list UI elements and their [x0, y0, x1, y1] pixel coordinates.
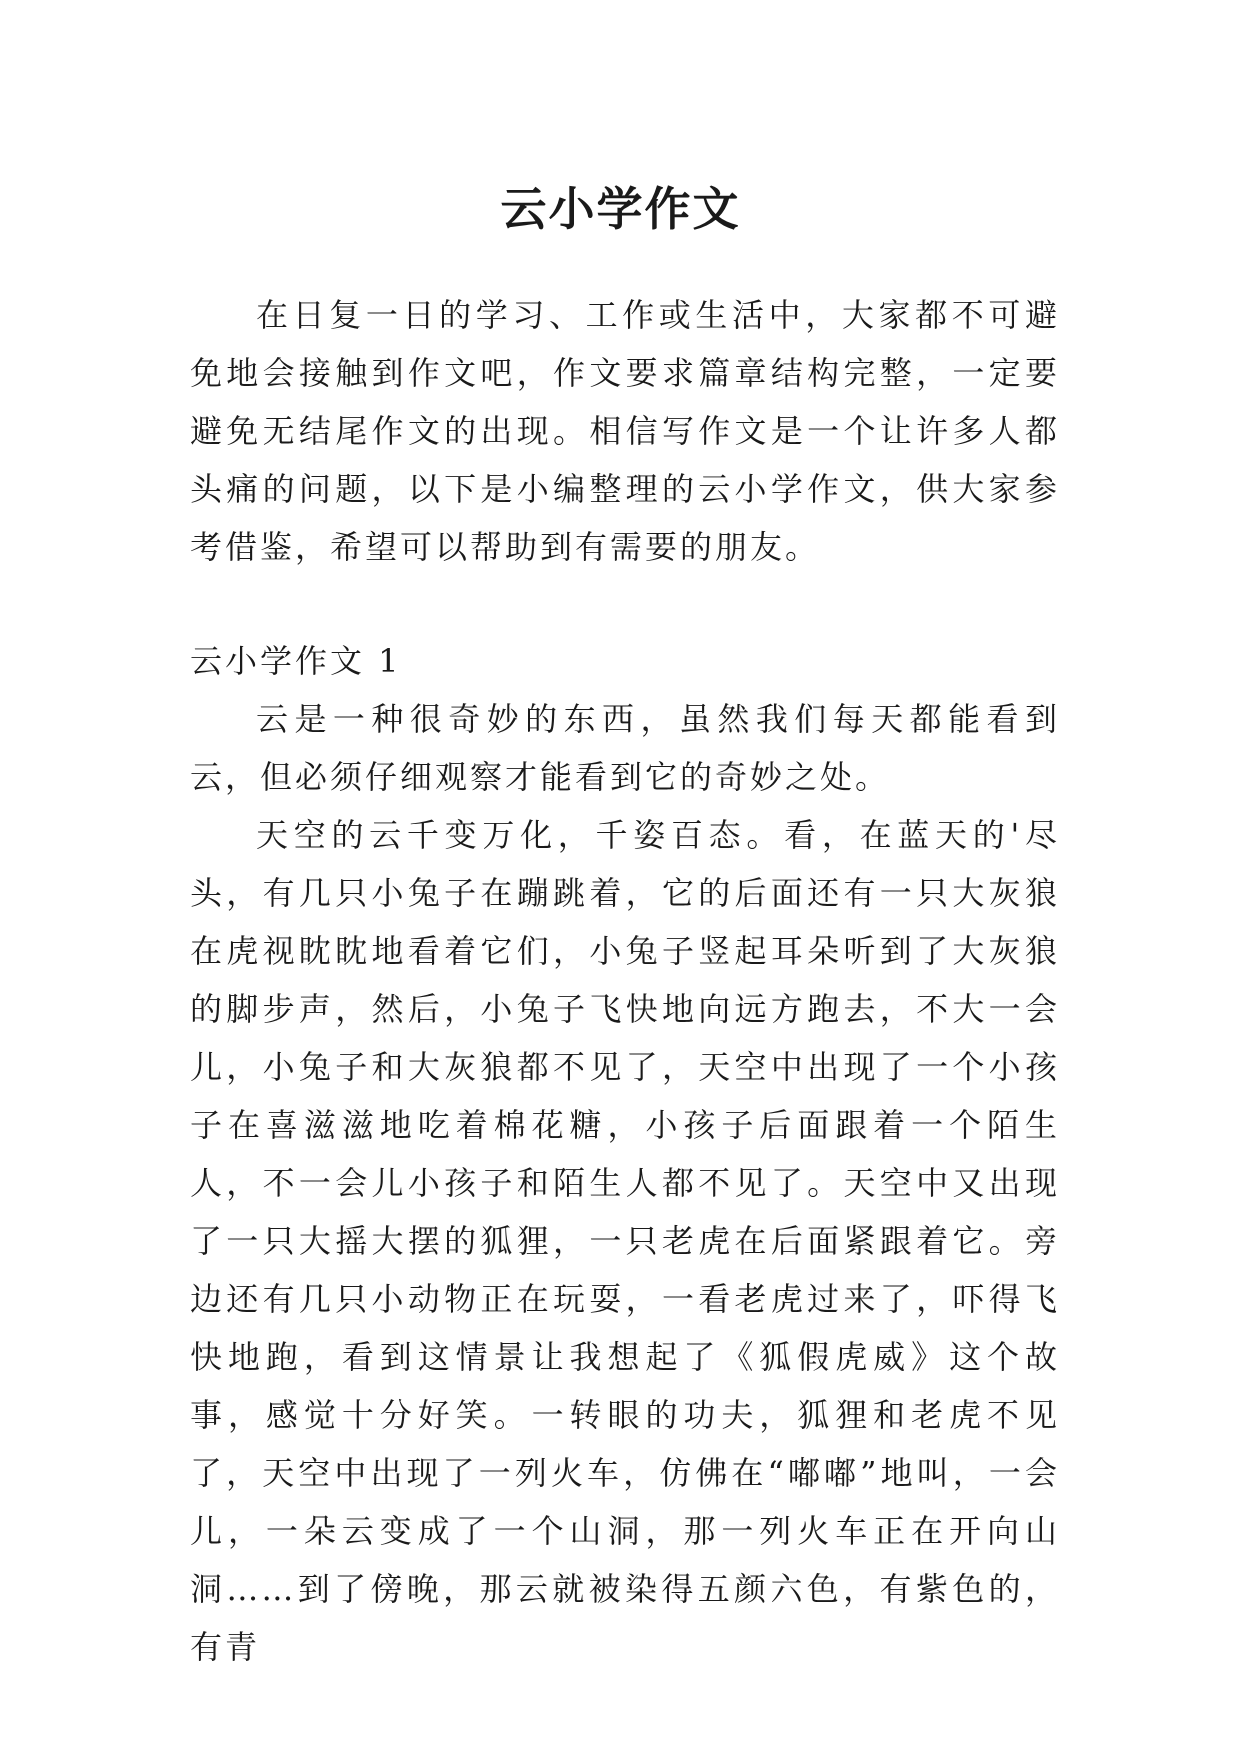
body-paragraph: 天空的云千变万化，千姿百态。看，在蓝天的'尽头，有几只小兔子在蹦跳着，它的后面还有一只大灰狼在虎视眈眈地看着它们，小兔子竖起耳朵听到了大灰狼的脚步声，然后，小兔子飞快地向远方跑去，不大一会儿，小兔子和大灰狼都不见了，天空中出现了一个小孩子在喜滋滋地吃着棉花糖，小孩子后面跟着一个陌生人，不一会儿小孩子和陌生人都不见了。天空中又出现了一只大摇大摆的狐狸，一只老虎在后面紧跟着它。旁边还有几只小动物正在玩耍，一看老虎过来了，吓得飞快地跑，看到这情景让我想起了《狐假虎威》这个故事，感觉十分好笑。一转眼的功夫，狐狸和老虎不见了，天空中出现了一列火车，仿佛在“嘟嘟”地叫，一会儿，一朵云变成了一个山洞，那一列火车正在开向山洞……到了傍晚，那云就被染得五颜六色，有紫色的，有青 [190, 816, 1060, 1666]
document-body [190, 286, 1060, 1676]
document-title: 云小学作文 [500, 181, 741, 236]
body-paragraph: 云是一种很奇妙的东西，虽然我们每天都能看到云，但必须仔细观察才能看到它的奇妙之处。 [190, 700, 1060, 796]
section-heading: 云小学作文 1 [190, 642, 402, 680]
intro-paragraph: 在日复一日的学习、工作或生活中，大家都不可避免地会接触到作文吧，作文要求篇章结构完整，一定要避免无结尾作文的出现。相信写作文是一个让许多人都头痛的问题，以下是小编整理的云小学作文，供大家参考借鉴，希望可以帮助到有需要的朋友。 [190, 296, 1060, 566]
